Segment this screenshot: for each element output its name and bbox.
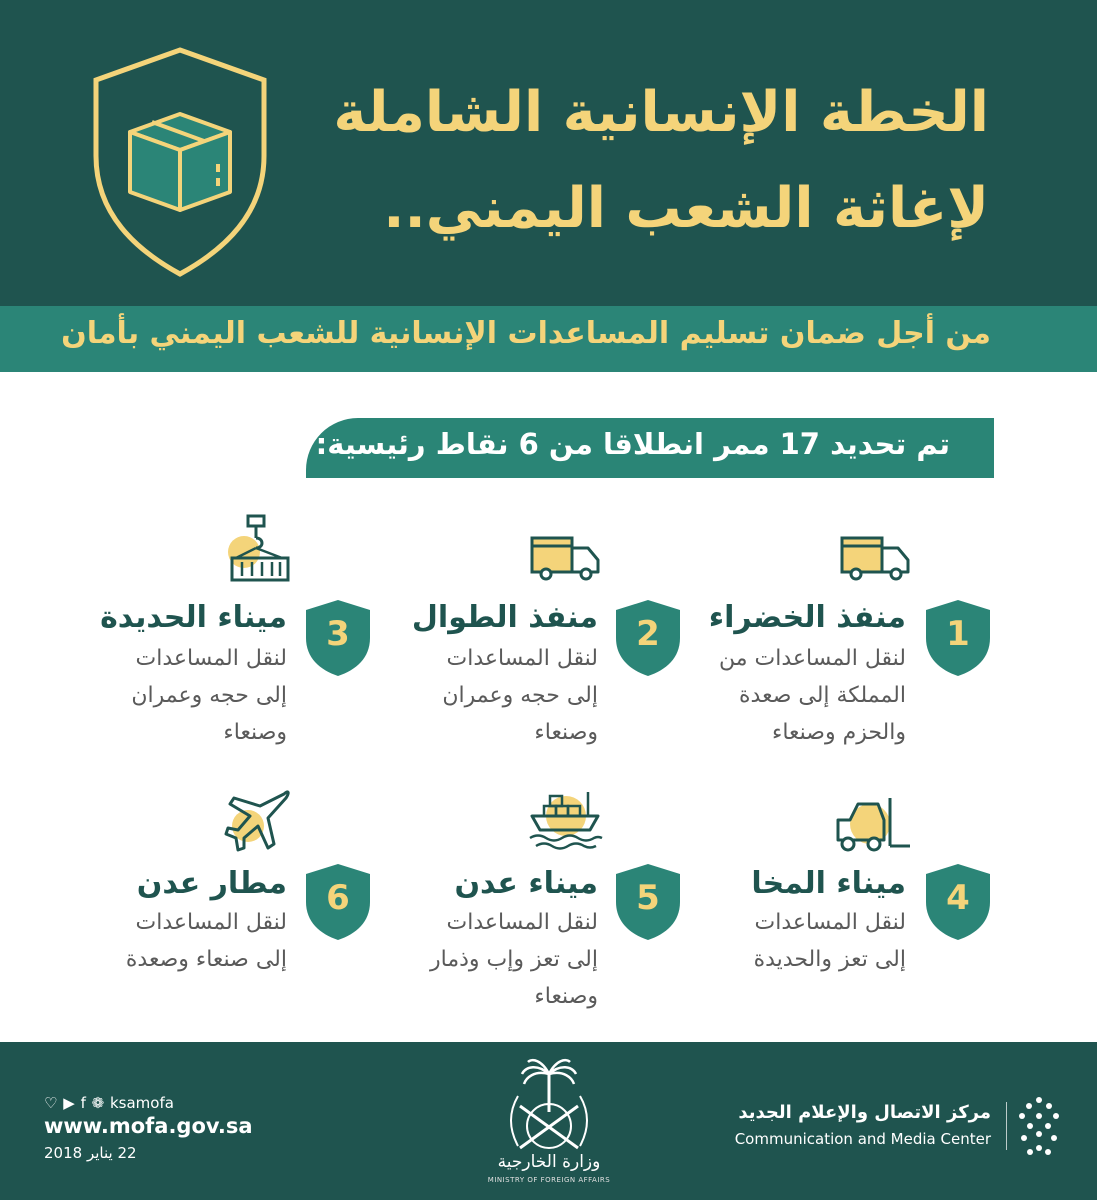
ministry-name-en: MINISTRY OF FOREIGN AFFAIRS bbox=[487, 1176, 611, 1184]
cargo-ship-icon bbox=[526, 786, 604, 852]
main-title-line-1: الخطة الإنسانية الشاملة bbox=[333, 80, 989, 145]
social-links bbox=[44, 1094, 174, 1112]
ministry-emblem-icon bbox=[488, 1056, 610, 1196]
truck-icon bbox=[836, 526, 914, 582]
item-title-5: ميناء عدن bbox=[454, 866, 598, 901]
snapchat-icon[interactable]: ♡ bbox=[44, 1094, 59, 1112]
shield-box-icon bbox=[88, 44, 272, 280]
social-handle: ksamofa bbox=[109, 1094, 174, 1112]
forklift-icon bbox=[830, 794, 914, 854]
twitter-icon[interactable]: ❁ bbox=[91, 1094, 106, 1112]
youtube-icon[interactable]: ▶ bbox=[63, 1094, 76, 1112]
number-shield-4 bbox=[924, 862, 992, 942]
item-number: 1 bbox=[946, 614, 970, 654]
item-desc-5: لنقل المساعدات إلى تعز وإب وذمار وصنعاء bbox=[430, 910, 598, 1009]
item-title-4: ميناء المخا bbox=[751, 866, 906, 901]
item-number: 2 bbox=[636, 614, 660, 654]
item-title-3: ميناء الحديدة bbox=[100, 600, 287, 635]
item-number: 4 bbox=[946, 878, 970, 918]
item-number: 3 bbox=[326, 614, 350, 654]
item-desc-2: لنقل المساعدات إلى حجه وعمران وصنعاء bbox=[442, 646, 598, 745]
item-number: 6 bbox=[326, 878, 350, 918]
crane-container-icon bbox=[222, 512, 296, 584]
item-title-6: مطار عدن bbox=[136, 866, 287, 901]
number-shield-2 bbox=[614, 598, 682, 678]
item-desc-1: لنقل المساعدات من المملكة إلى صعدة والحزم وصنعاء bbox=[718, 646, 906, 745]
cmc-name-ar: مركز الاتصال والإعلام الجديد bbox=[738, 1102, 991, 1123]
number-shield-6 bbox=[304, 862, 372, 942]
airplane-icon bbox=[222, 788, 292, 854]
item-desc-3: لنقل المساعدات إلى حجه وعمران وصنعاء bbox=[131, 646, 287, 745]
subtitle-text: من أجل ضمان تسليم المساعدات الإنسانية للشعب اليمني بأمان bbox=[61, 316, 991, 351]
truck-icon bbox=[526, 526, 604, 582]
facebook-icon[interactable]: f bbox=[80, 1094, 87, 1112]
number-shield-1 bbox=[924, 598, 992, 678]
item-number: 5 bbox=[636, 878, 660, 918]
corridors-banner bbox=[306, 418, 994, 478]
number-shield-3 bbox=[304, 598, 372, 678]
number-shield-5 bbox=[614, 862, 682, 942]
cmc-name-en: Communication and Media Center bbox=[734, 1130, 991, 1148]
header-band bbox=[0, 0, 1097, 306]
ministry-name-ar: وزارة الخارجية bbox=[497, 1152, 601, 1172]
cmc-logo-icon bbox=[1014, 1094, 1064, 1158]
publish-date: 22 يناير 2018 bbox=[44, 1144, 137, 1162]
item-desc-6: لنقل المساعدات إلى صنعاء وصعدة bbox=[125, 910, 287, 972]
item-title-2: منفذ الطوال bbox=[411, 600, 598, 635]
banner-text: تم تحديد 17 ممر انطلاقا من 6 نقاط رئيسية: bbox=[315, 427, 950, 461]
main-title-line-2: لإغاثة الشعب اليمني.. bbox=[383, 176, 989, 241]
website-link[interactable]: www.mofa.gov.sa bbox=[44, 1114, 253, 1138]
subtitle-band bbox=[0, 306, 1097, 372]
item-desc-4: لنقل المساعدات إلى تعز والحديدة bbox=[753, 910, 906, 972]
item-title-1: منفذ الخضراء bbox=[708, 600, 906, 635]
footer-band bbox=[0, 1042, 1097, 1200]
footer-divider bbox=[1006, 1102, 1007, 1150]
